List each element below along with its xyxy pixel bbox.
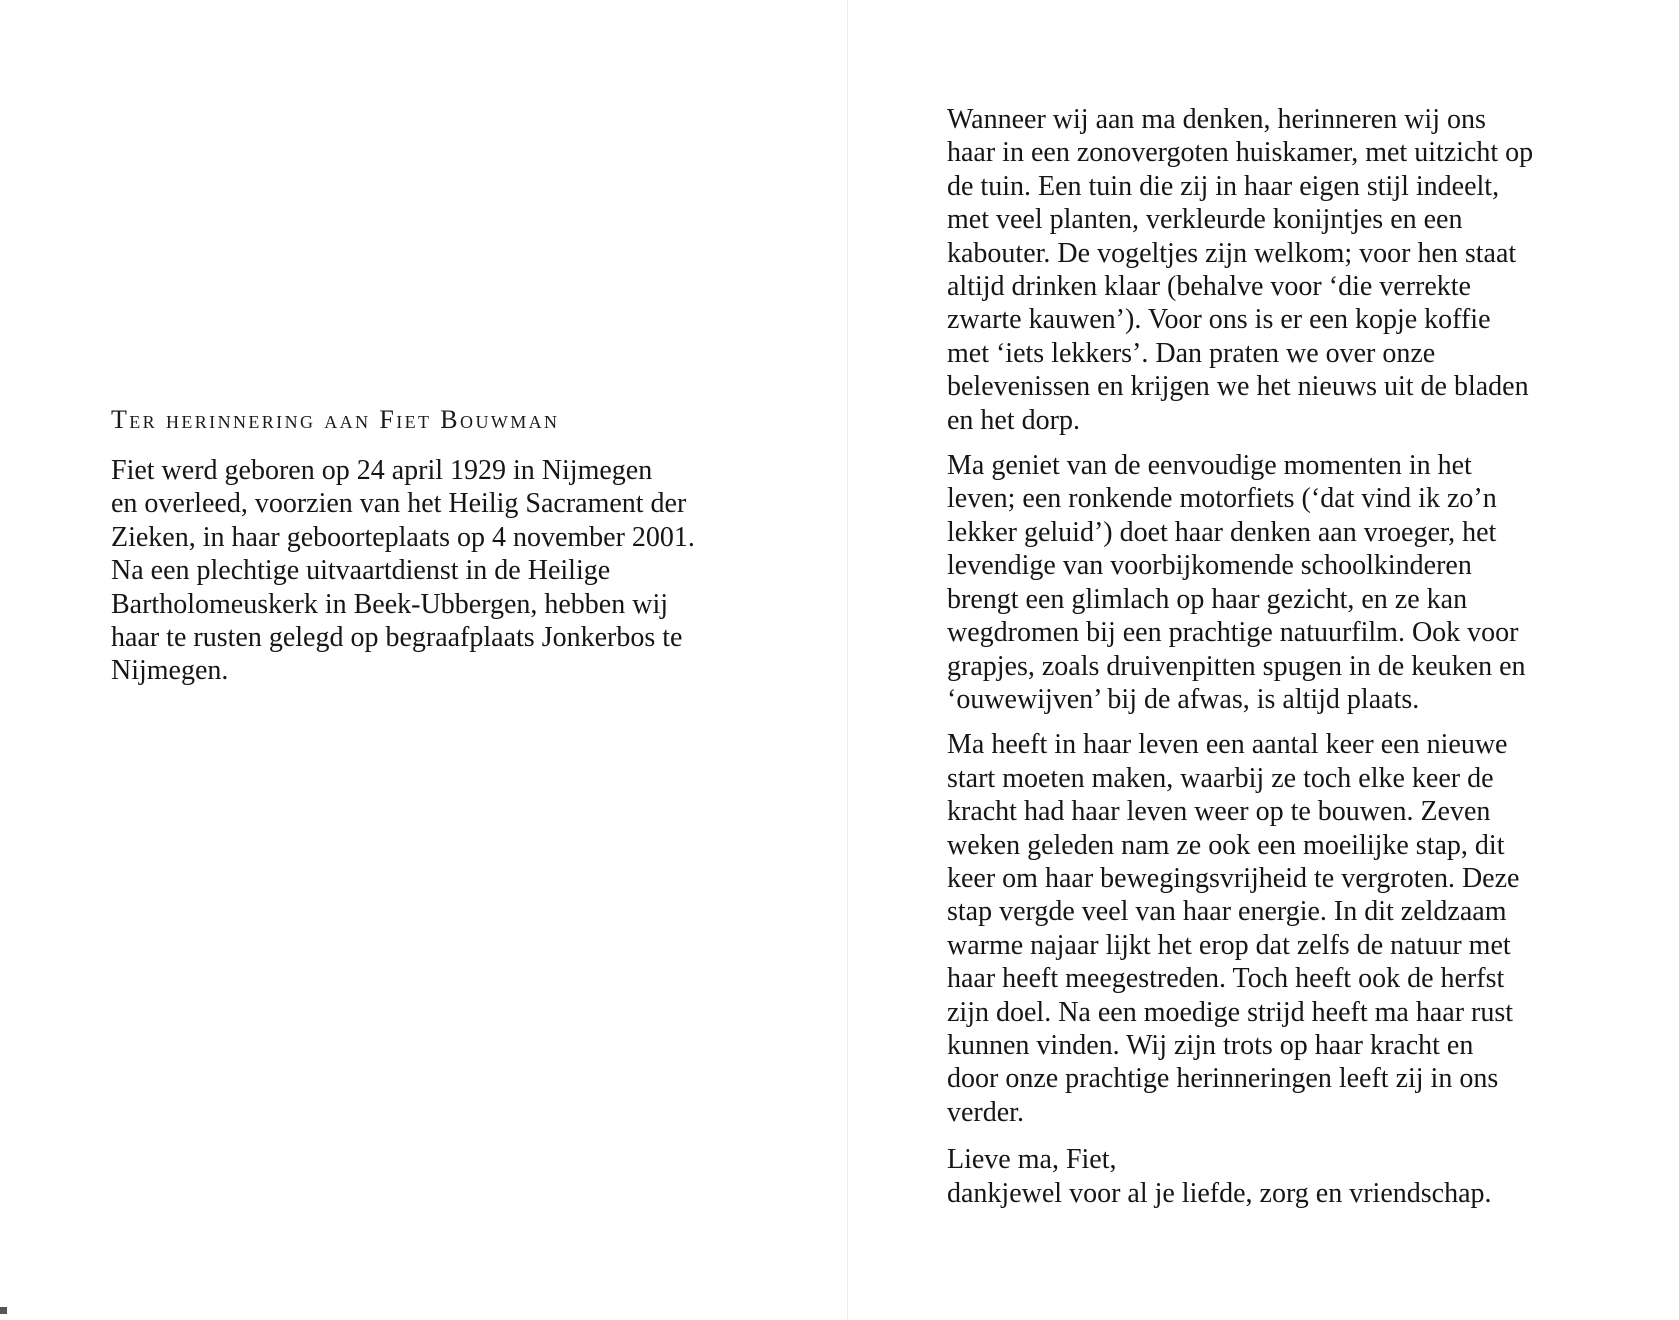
tribute-line: door onze prachtige herinneringen leeft zij in ons: [947, 1063, 1499, 1095]
tribute-closing: [947, 1143, 1533, 1210]
tribute-paragraph-3: [947, 728, 1533, 1129]
tribute-line: brengt een glimlach op haar gezicht, en ze kan: [947, 583, 1468, 615]
tribute-line: stap vergde veel van haar energie. In dit zeldzaam: [947, 896, 1507, 928]
tribute-line: haar in een zonovergoten huiskamer, met uitzicht op: [947, 137, 1534, 169]
biography-paragraph: [111, 454, 695, 688]
tribute-line: met veel planten, verkleurde konijntjes en een: [947, 204, 1463, 236]
biography-line: en overleed, voorzien van het Heilig Sacrament der: [111, 488, 687, 520]
tribute-paragraph-2: [947, 449, 1533, 716]
tribute-line: zijn doel. Na een moedige strijd heeft ma haar rust: [947, 996, 1514, 1028]
biography-line: Na een plechtige uitvaartdienst in de Heilige: [111, 555, 611, 587]
tribute-line: kabouter. De vogeltjes zijn welkom; voor hen staat: [947, 237, 1517, 269]
tribute-line: Ma geniet van de eenvoudige momenten in het: [947, 450, 1472, 482]
tribute-line: kunnen vinden. Wij zijn trots op haar kracht en: [947, 1029, 1474, 1061]
tribute-line: altijd drinken klaar (behalve voor ‘die verrekte: [947, 271, 1471, 303]
tribute-line: warme najaar lijkt het erop dat zelfs de natuur met: [947, 929, 1511, 961]
memorial-heading: Ter herinnering aan Fiet Bouwman: [111, 405, 560, 434]
tribute-line: kracht had haar leven weer op te bouwen. Zeven: [947, 796, 1491, 828]
tribute-line: verder.: [947, 1096, 1024, 1128]
page-fold-divider: [847, 0, 848, 1320]
closing-line: Lieve ma, Fiet,: [947, 1144, 1117, 1176]
tribute-line: wegdromen bij een prachtige natuurfilm. Ook voor: [947, 617, 1519, 649]
tribute-line: start moeten maken, waarbij ze toch elke keer de: [947, 762, 1494, 794]
biography-line: Nijmegen.: [111, 655, 229, 687]
tribute-paragraph-1: [947, 103, 1533, 437]
tribute-line: haar heeft meegestreden. Toch heeft ook de herfst: [947, 963, 1505, 995]
tribute-line: Ma heeft in haar leven een aantal keer een nieuwe: [947, 729, 1508, 761]
tribute-line: de tuin. Een tuin die zij in haar eigen stijl indeelt,: [947, 170, 1500, 202]
tribute-line: lekker geluid’) doet haar denken aan vroeger, het: [947, 516, 1497, 548]
closing-line: dankjewel voor al je liefde, zorg en vriendschap.: [947, 1177, 1492, 1209]
tribute-line: ‘ouwewijven’ bij de afwas, is altijd plaats.: [947, 683, 1420, 715]
scan-corner-mark: [0, 1307, 7, 1314]
tribute-line: Wanneer wij aan ma denken, herinneren wij ons: [947, 104, 1486, 135]
tribute-line: en het dorp.: [947, 404, 1080, 436]
biography-line: haar te rusten gelegd op begraafplaats Jonkerbos te: [111, 622, 683, 654]
tribute-text: [947, 103, 1533, 1222]
tribute-line: leven; een ronkende motorfiets (‘dat vind ik zo’n: [947, 483, 1497, 515]
tribute-line: grapjes, zoals druivenpitten spugen in de keuken en: [947, 650, 1526, 682]
tribute-line: keer om haar bewegingsvrijheid te vergroten. Deze: [947, 862, 1520, 894]
biography-line: Fiet werd geboren op 24 april 1929 in Nijmegen: [111, 455, 653, 486]
tribute-line: weken geleden nam ze ook een moeilijke stap, dit: [947, 829, 1505, 861]
biography-line: Zieken, in haar geboorteplaats op 4 november 2001.: [111, 521, 695, 553]
tribute-line: met ‘iets lekkers’. Dan praten we over onze: [947, 337, 1436, 369]
tribute-line: levendige van voorbijkomende schoolkinderen: [947, 550, 1472, 582]
tribute-line: belevenissen en krijgen we het nieuws uit de bladen: [947, 371, 1529, 403]
tribute-line: zwarte kauwen’). Voor ons is er een kopje koffie: [947, 304, 1491, 336]
biography-line: Bartholomeuskerk in Beek-Ubbergen, hebben wij: [111, 588, 669, 620]
